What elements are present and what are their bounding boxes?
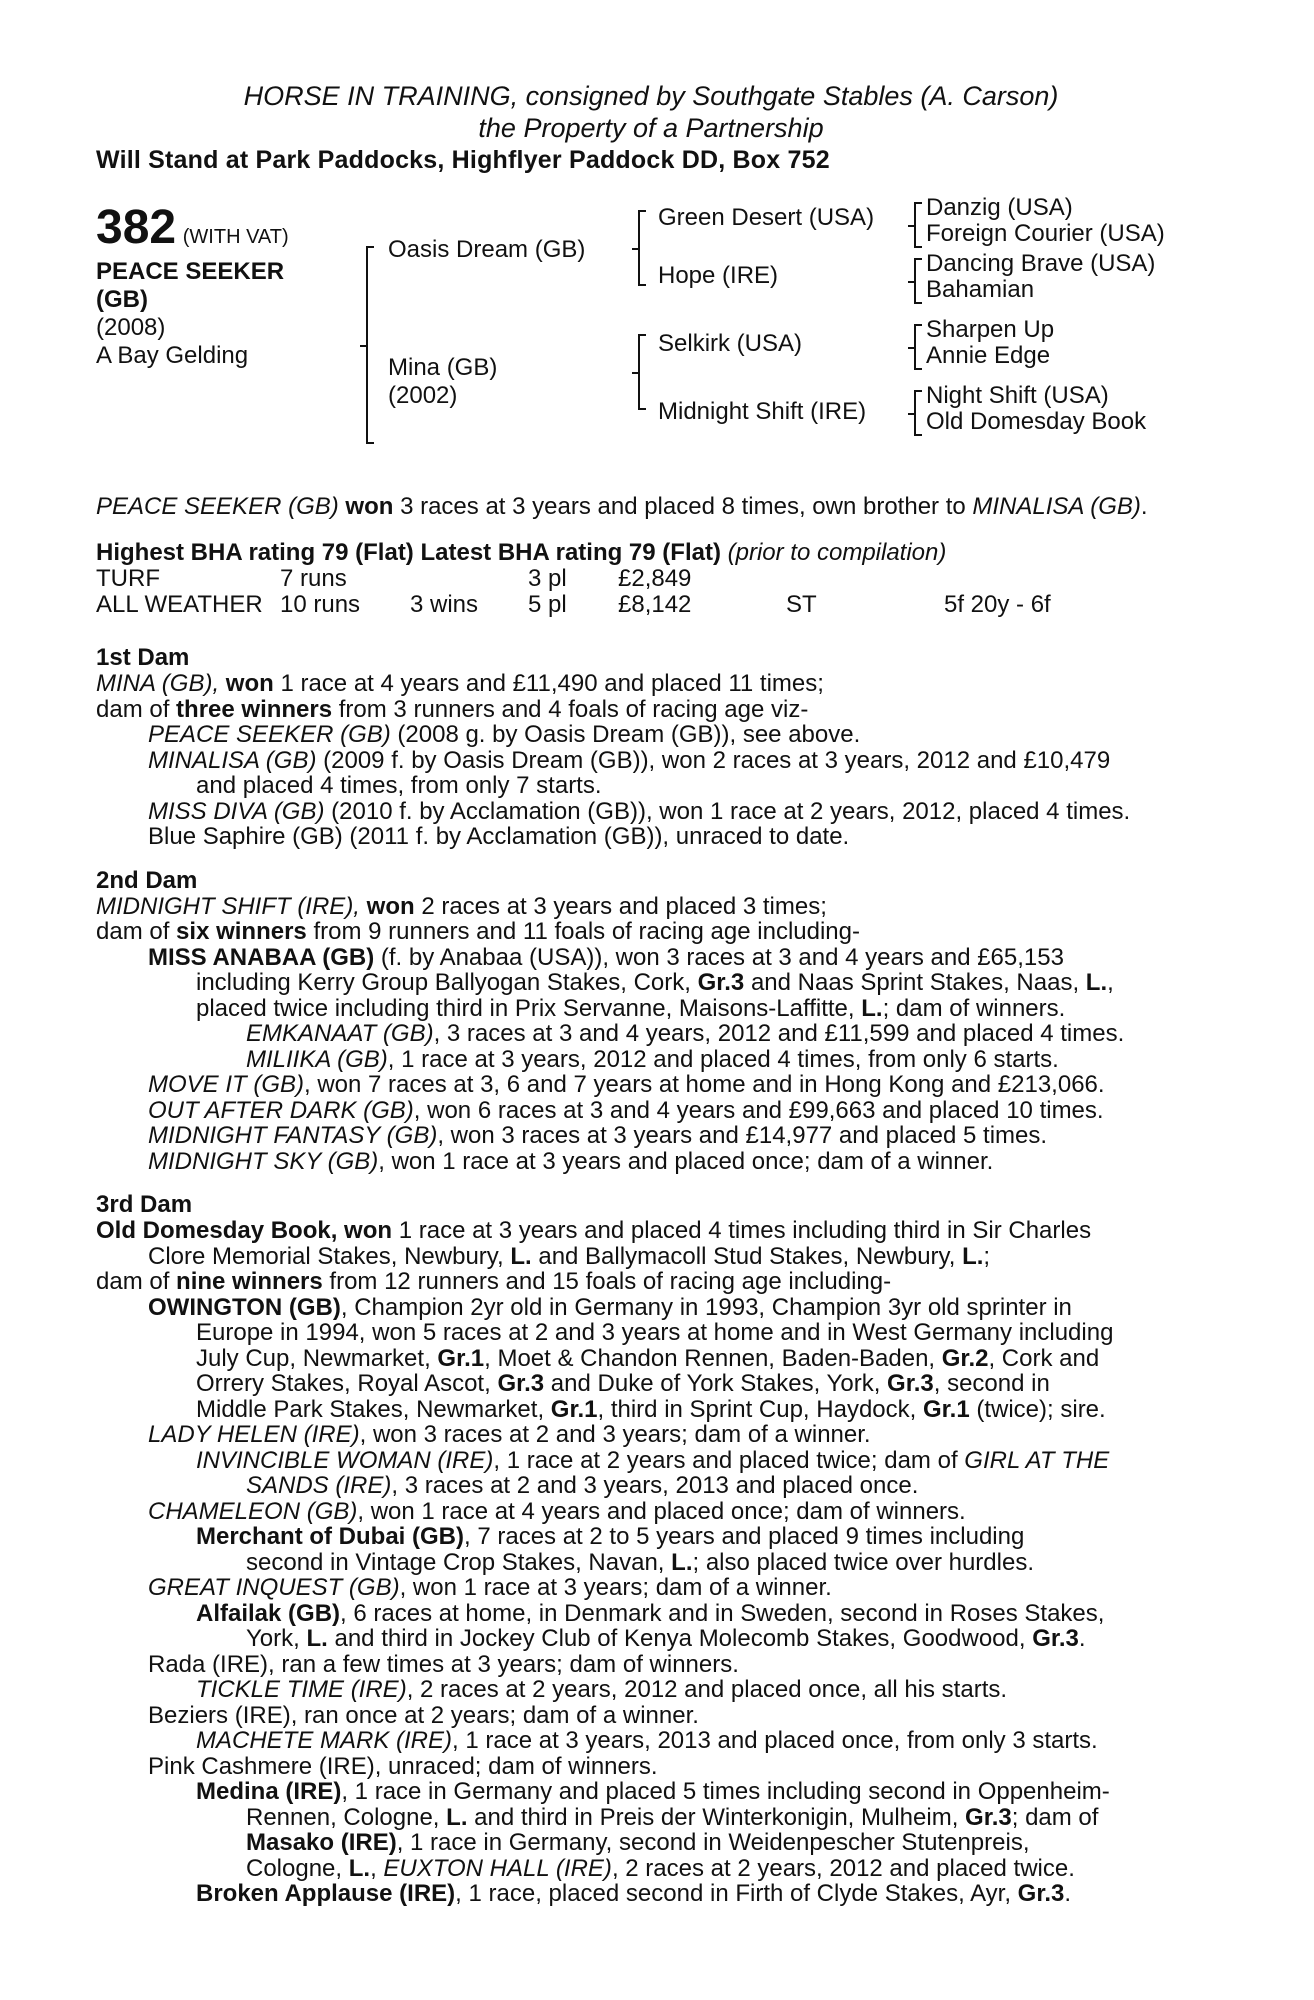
summary-text: 3 races at 3 years and placed 8 times, own brother to: [393, 493, 973, 520]
listed: L.: [510, 1242, 532, 1270]
produce-item: [96, 1499, 1206, 1525]
produce-name: Medina (IRE): [196, 1778, 342, 1805]
horse-description: A Bay Gelding: [96, 342, 249, 369]
rating-note: (prior to compilation): [727, 538, 947, 566]
produce-item: [96, 1881, 1206, 1907]
produce-record: , won 7 races at 3, 6 and 7 years at home and in Hong Kong and £213,066.: [304, 1071, 1105, 1098]
produce-record: , Champion 2yr old in Germany in 1993, Champion 3yr old sprinter in: [340, 1293, 1072, 1321]
dam: Mina (GB): [388, 354, 498, 381]
produce-record: (f. by Anabaa (USA)), won 3 races at 3 and 4 years and £65,153: [374, 943, 1064, 971]
text: placed twice including third in Prix Servanne, Maisons-Laffitte,: [196, 994, 862, 1022]
listed: L.: [1085, 969, 1108, 996]
bha-rating: [96, 540, 1206, 566]
produce-item: [96, 1098, 1206, 1124]
text: ,: [1107, 969, 1114, 996]
catalogue-page: [96, 80, 1206, 1907]
first-dam-produce: [96, 697, 1206, 723]
grade: Gr.3: [965, 1803, 1012, 1831]
produce-record: (2010 f. by Acclamation (GB)), won 1 race at 2 years, 2012, placed 4 times.: [324, 797, 1131, 825]
listed: L.: [306, 1625, 328, 1652]
stat-runs: 10 runs: [280, 591, 361, 618]
listed: L.: [861, 994, 883, 1022]
produce-continuation: [96, 1626, 1206, 1652]
stat-wins: 3 wins: [410, 591, 479, 618]
text: , 1 race in Germany, second in Weidenpescher Stutenpreis,: [396, 1829, 1030, 1856]
produce-record: (2009 f. by Oasis Dream (GB)), won 2 races at 3 years, 2012 and £10,479: [316, 746, 1111, 774]
vat-note: (WITH VAT): [182, 226, 289, 248]
dam-dam-sire: Night Shift (USA): [926, 382, 1109, 409]
dam-record: 2 races at 3 years and placed 3 times;: [414, 892, 827, 920]
produce-continuation: [96, 1346, 1206, 1372]
dam-record: 1 race at 4 years and £11,490 and placed 11 times;: [273, 670, 824, 697]
text: second in Vintage Crop Stakes, Navan,: [246, 1548, 672, 1576]
produce-name: PEACE SEEKER (GB): [148, 721, 391, 748]
text: ; also placed twice over hurdles.: [692, 1548, 1034, 1576]
produce-continuation: and placed 4 times, from only 7 starts.: [196, 772, 602, 799]
lot-number: 382: [96, 201, 177, 254]
grade: Gr.1: [922, 1395, 970, 1423]
summary-won: won: [345, 493, 394, 520]
produce-record: , 7 races at 2 to 5 years and placed 9 times including: [464, 1523, 1025, 1550]
text: , third in Sprint Cup, Haydock,: [597, 1395, 923, 1423]
pedigree-table: [96, 194, 1206, 494]
text: Rennen, Cologne,: [246, 1803, 447, 1831]
produce-record: , 1 race at 2 years and placed twice; dam of: [493, 1446, 965, 1474]
stat-distance: 5f 20y - 6f: [944, 591, 1051, 618]
produce-name: MIDNIGHT FANTASY (GB): [148, 1122, 438, 1149]
produce-continuation: [96, 1371, 1206, 1397]
produce-continuation: [96, 1830, 1206, 1856]
produce-item: [96, 748, 1206, 774]
sire-dam-sire: Dancing Brave (USA): [926, 250, 1156, 277]
produce-record: (2008 g. by Oasis Dream (GB)), see above.: [390, 721, 861, 748]
sire-sire-sire: Danzig (USA): [926, 194, 1073, 221]
dam-line-brace: [638, 334, 646, 410]
listed: L.: [962, 1242, 984, 1270]
text: (twice); sire.: [969, 1395, 1106, 1423]
text: ,: [370, 1854, 384, 1882]
stat-surface: ALL WEATHER: [96, 591, 263, 618]
stat-st: ST: [786, 591, 817, 618]
foaling-year: (2008): [96, 314, 166, 341]
ss-brace: [914, 202, 922, 248]
produce-item: [96, 1448, 1206, 1474]
produce-record: , 1 race, placed second in Firth of Clyde Stakes, Ayr,: [455, 1880, 1018, 1907]
race-summary: [96, 494, 1206, 520]
stats-row-turf: [96, 565, 1206, 591]
grade: Gr.3: [1032, 1625, 1079, 1652]
rating-values: Highest BHA rating 79 (Flat) Latest BHA rating 79 (Flat): [96, 538, 721, 566]
produce-record: , won 3 races at 3 years and £14,977 and placed 5 times.: [437, 1122, 1048, 1149]
produce-name: GREAT INQUEST (GB): [148, 1574, 400, 1601]
listed: L.: [671, 1548, 693, 1576]
produce-name: OUT AFTER DARK (GB): [148, 1096, 414, 1124]
stat-money: £2,849: [618, 565, 692, 592]
grade: Gr.3: [497, 1370, 545, 1397]
first-dam-heading: 1st Dam: [96, 644, 190, 671]
horse-country: (GB): [96, 286, 148, 313]
produce-record: , 3 races at 3 and 4 years, 2012 and £11,599 and placed 4 times.: [433, 1020, 1125, 1047]
produce-item: [96, 1072, 1206, 1098]
produce-name: MISS ANABAA (GB): [148, 943, 375, 971]
produce-name: INVINCIBLE WOMAN (IRE): [196, 1446, 494, 1474]
produce-name: Alfailak (GB): [196, 1599, 341, 1627]
produce-name: Merchant of Dubai (GB): [196, 1523, 464, 1550]
winners-count: six winners: [176, 918, 307, 945]
sire-line-brace: [638, 210, 646, 286]
text: and third in Jockey Club of Kenya Molecomb Stakes, Goodwood,: [327, 1625, 1033, 1652]
produce-continuation: [96, 1473, 1206, 1499]
produce-record: , 1 race at 3 years, 2013 and placed once, from only 3 starts.: [452, 1727, 1098, 1754]
text: ;: [983, 1242, 991, 1270]
stat-runs: 7 runs: [280, 565, 347, 592]
text: and Ballymacoll Stud Stakes, Newbury,: [531, 1242, 963, 1270]
text: York,: [246, 1625, 307, 1652]
text: .: [1078, 1625, 1086, 1652]
text: and third in Preis der Winterkonigin, Mulheim,: [467, 1803, 966, 1831]
dd-brace: [914, 390, 922, 436]
dam-sire: Selkirk (USA): [658, 330, 803, 357]
text: and Duke of York Stakes, York,: [544, 1370, 888, 1397]
summary-horse: PEACE SEEKER (GB): [96, 493, 339, 520]
third-dam-produce: [96, 1269, 1206, 1295]
text: and Naas Sprint Stakes, Naas,: [744, 969, 1086, 996]
won-word: won: [366, 892, 415, 920]
produce-item: [96, 1123, 1206, 1149]
produce-continuation: [96, 1856, 1206, 1882]
produce-item: [96, 1295, 1206, 1321]
horse-name: PEACE SEEKER: [96, 258, 285, 285]
grade: Gr.3: [1017, 1880, 1065, 1907]
dam-sire-dam: Annie Edge: [926, 342, 1051, 369]
produce-record: , 1 race at 3 years, 2012 and placed 4 times, from only 6 starts.: [387, 1045, 1059, 1073]
winners-count: three winners: [176, 695, 333, 723]
first-dam-line: [96, 671, 1206, 697]
produce-item: [96, 1677, 1206, 1703]
produce-continuation: [96, 1805, 1206, 1831]
stats-row-aw: [96, 591, 1206, 617]
winners-count: nine winners: [176, 1268, 323, 1295]
text: Cologne,: [246, 1854, 349, 1882]
stat-surface: TURF: [96, 565, 160, 592]
third-dam-heading: 3rd Dam: [96, 1191, 193, 1218]
produce-item: [96, 1149, 1206, 1175]
listed: L.: [348, 1854, 371, 1882]
stat-placed: 5 pl: [528, 591, 567, 618]
dam-sire-sire: Sharpen Up: [926, 316, 1055, 343]
dam-dam: Midnight Shift (IRE): [658, 398, 867, 425]
produce-record: , 6 races at home, in Denmark and in Sweden, second in Roses Stakes,: [340, 1599, 1105, 1627]
produce-item: [96, 722, 1206, 748]
ds-brace: [914, 324, 922, 370]
produce-name: LADY HELEN (IRE): [148, 1421, 360, 1448]
sire-dam-dam: Bahamian: [926, 276, 1035, 303]
text: dam of: [96, 918, 177, 945]
produce-name: MILIIKA (GB): [246, 1045, 388, 1073]
dam-record: 1 race at 3 years and placed 4 times including third in Sir Charles: [392, 1217, 1092, 1244]
dam-year: (2002): [388, 382, 458, 409]
produce-name: SANDS (IRE): [246, 1472, 392, 1499]
second-dam-heading: 2nd Dam: [96, 866, 198, 894]
text: Middle Park Stakes, Newmarket,: [196, 1395, 551, 1423]
grade: Gr.3: [887, 1370, 934, 1397]
produce-record: , won 1 race at 3 years and placed once; dam of a winner.: [378, 1147, 994, 1175]
text: , 2 races at 2 years, 2012 and placed twice.: [611, 1854, 1075, 1882]
produce-name: GIRL AT THE: [964, 1446, 1110, 1474]
produce-name: MACHETE MARK (IRE): [196, 1727, 453, 1754]
stand-line: Will Stand at Park Paddocks, Highflyer Paddock DD, Box 752: [96, 146, 830, 174]
produce-record: , won 6 races at 3 and 4 years and £99,663 and placed 10 times.: [413, 1096, 1104, 1124]
grade: Gr.2: [941, 1344, 989, 1372]
produce-record: , 2 races at 2 years, 2012 and placed once, all his starts.: [406, 1676, 1008, 1703]
text: dam of: [96, 695, 177, 723]
produce-record: , 1 race in Germany and placed 5 times including second in Oppenheim-: [341, 1778, 1110, 1805]
sd-brace: [914, 258, 922, 304]
produce-record: , won 1 race at 3 years; dam of a winner.: [399, 1574, 832, 1601]
produce-name: EMKANAAT (GB): [246, 1020, 434, 1047]
second-dam-line: [96, 894, 1206, 920]
consignor-line: HORSE IN TRAINING, consigned by Southgate Stables (A. Carson): [243, 81, 1059, 111]
produce-item: [96, 799, 1206, 825]
produce-item: [96, 1021, 1206, 1047]
produce-item: [96, 1524, 1206, 1550]
dam-name: MIDNIGHT SHIFT (IRE),: [96, 892, 360, 920]
text: , second in: [933, 1370, 1050, 1397]
produce-name: EUXTON HALL (IRE): [383, 1854, 612, 1882]
produce-continuation: [96, 1397, 1206, 1423]
text: including Kerry Group Ballyogan Stakes, Cork,: [196, 969, 698, 996]
produce-name: MIDNIGHT SKY (GB): [148, 1147, 379, 1175]
text: ; dam of winners.: [882, 994, 1066, 1022]
produce-name: MOVE IT (GB): [148, 1071, 304, 1098]
sire: Oasis Dream (GB): [388, 236, 586, 263]
text: July Cup, Newmarket,: [196, 1344, 438, 1372]
listed: L.: [446, 1803, 468, 1831]
lot-heading: [96, 202, 289, 254]
text: dam of: [96, 1268, 177, 1295]
text: ; dam of: [1011, 1803, 1099, 1831]
produce-name: TICKLE TIME (IRE): [196, 1676, 407, 1703]
won-word: , won: [330, 1217, 393, 1244]
produce-continuation: [96, 970, 1206, 996]
text: Clore Memorial Stakes, Newbury,: [148, 1242, 511, 1270]
stat-placed: 3 pl: [528, 565, 567, 592]
produce-name: Masako (IRE): [246, 1829, 397, 1856]
produce-item: Blue Saphire (GB) (2011 f. by Acclamation (GB)), unraced to date.: [148, 823, 850, 850]
produce-continuation: [96, 996, 1206, 1022]
stat-money: £8,142: [618, 591, 692, 618]
text: Orrery Stakes, Royal Ascot,: [196, 1370, 498, 1397]
text: from 12 runners and 15 foals of racing age including-: [322, 1268, 892, 1295]
produce-item: [96, 1728, 1206, 1754]
dam-dam-dam: Old Domesday Book: [926, 408, 1147, 435]
text: , Cork and: [988, 1344, 1100, 1372]
produce-item: [96, 1422, 1206, 1448]
produce-item: Rada (IRE), ran a few times at 3 years; dam of winners.: [148, 1650, 739, 1678]
produce-record: , won 1 race at 4 years and placed once; dam of winners.: [357, 1497, 966, 1525]
third-dam-line: [96, 1218, 1206, 1244]
text: , 3 races at 2 and 3 years, 2013 and placed once.: [391, 1472, 919, 1499]
dam-name: MINA (GB),: [96, 670, 220, 697]
produce-item: Pink Cashmere (IRE), unraced; dam of winners.: [148, 1752, 658, 1780]
sire-sire: Green Desert (USA): [658, 204, 875, 231]
summary-brother: MINALISA (GB): [972, 493, 1141, 520]
produce-name: CHAMELEON (GB): [148, 1497, 358, 1525]
produce-name: OWINGTON (GB): [148, 1293, 341, 1321]
sire-dam: Hope (IRE): [658, 262, 779, 289]
third-dam-continuation: [96, 1244, 1206, 1270]
grade: Gr.1: [550, 1395, 598, 1423]
text: from 3 runners and 4 foals of racing age viz-: [332, 695, 809, 723]
produce-name: MINALISA (GB): [148, 746, 317, 774]
produce-item: [96, 1575, 1206, 1601]
produce-continuation: [96, 1550, 1206, 1576]
produce-continuation: Europe in 1994, won 5 races at 2 and 3 years at home and in West Germany including: [196, 1319, 1114, 1346]
grade: Gr.3: [697, 969, 745, 996]
text: .: [1064, 1880, 1072, 1907]
property-line: the Property of a Partnership: [478, 113, 824, 143]
produce-record: , won 3 races at 2 and 3 years; dam of a winner.: [359, 1421, 871, 1448]
produce-item: [96, 945, 1206, 971]
produce-item: [96, 1779, 1206, 1805]
produce-item: [96, 1601, 1206, 1627]
dam-name: Old Domesday Book: [96, 1217, 331, 1244]
produce-name: Broken Applause (IRE): [196, 1880, 456, 1907]
sire-sire-dam: Foreign Courier (USA): [926, 220, 1165, 247]
text: , Moet & Chandon Rennen, Baden-Baden,: [484, 1344, 942, 1372]
grade: Gr.1: [437, 1344, 485, 1372]
sire-brace: [366, 246, 374, 444]
text: from 9 runners and 11 foals of racing age including-: [306, 918, 860, 945]
produce-item: Beziers (IRE), ran once at 2 years; dam of a winner.: [148, 1701, 699, 1729]
produce-item: [96, 1047, 1206, 1073]
produce-name: MISS DIVA (GB): [148, 797, 325, 825]
second-dam-produce: [96, 919, 1206, 945]
won-word: won: [225, 670, 274, 697]
summary-end: .: [1140, 493, 1148, 520]
